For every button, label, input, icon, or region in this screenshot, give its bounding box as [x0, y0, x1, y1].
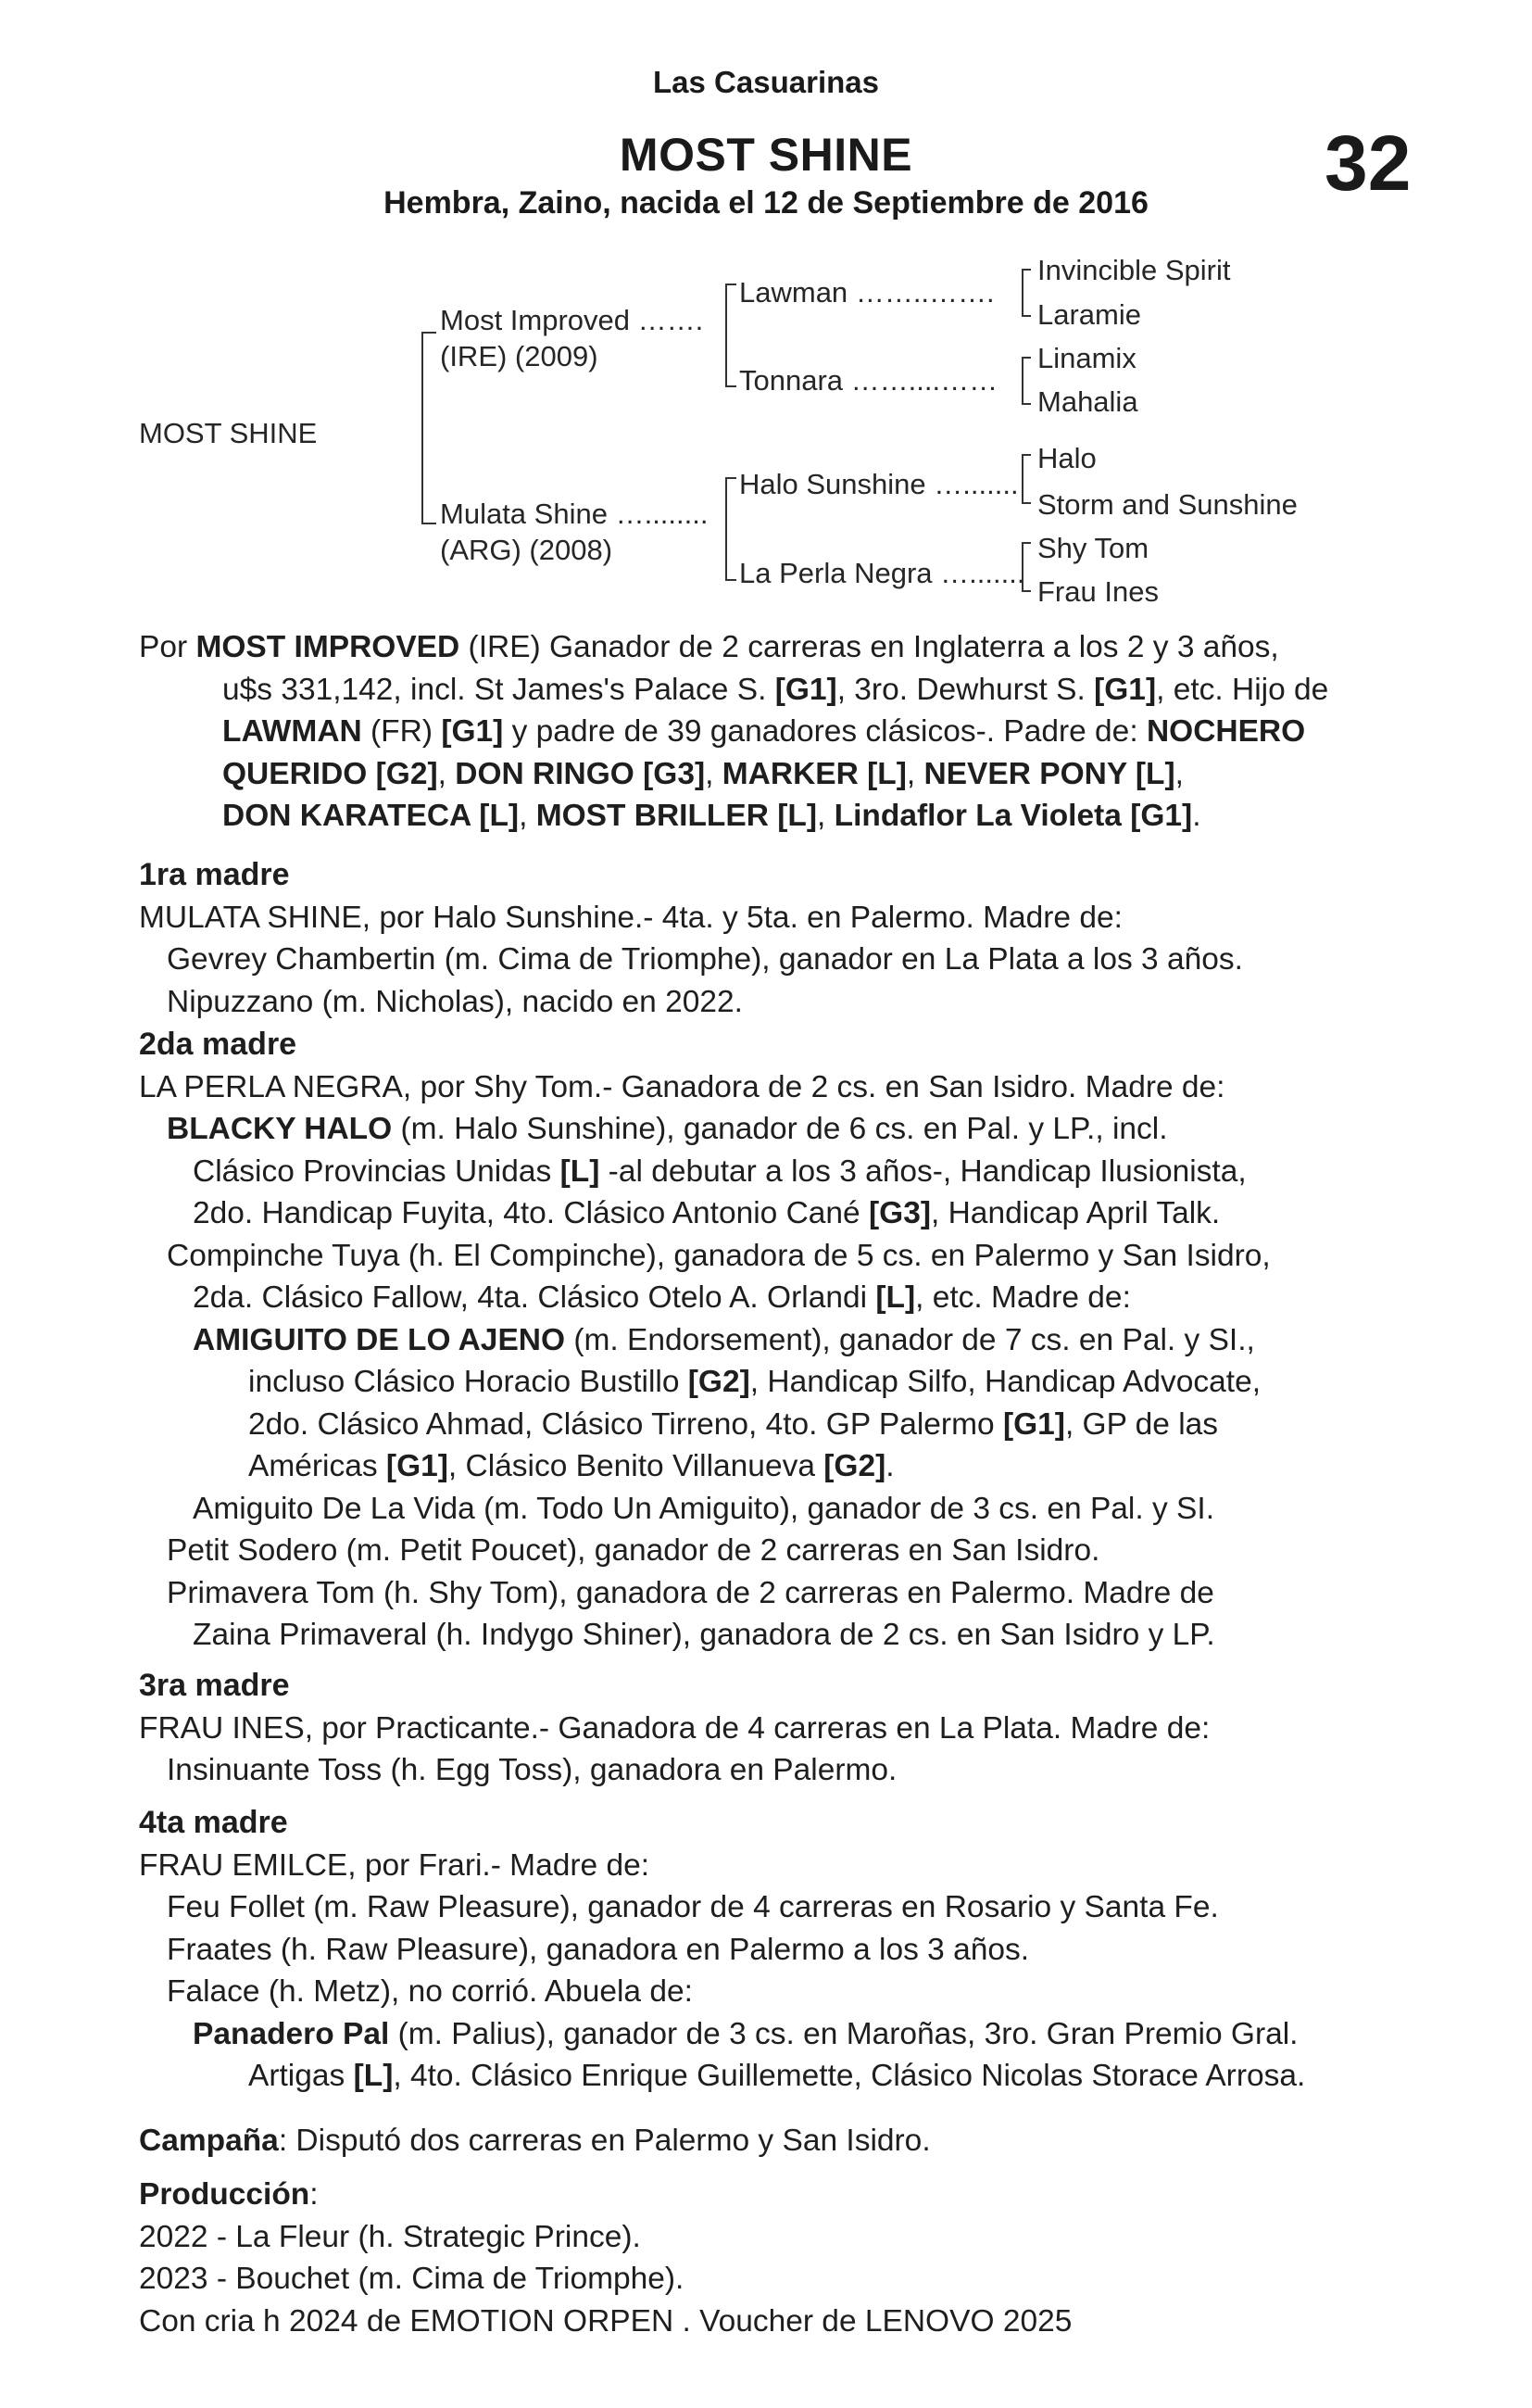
pedigree-gg-4: Mahalia [1037, 385, 1138, 418]
sire-line-5: DON KARATECA [L], MOST BRILLER [L], Lindaflor La Violeta [G1]. [222, 799, 1201, 833]
horse-description: Hembra, Zaino, nacida el 12 de Septiembre de 2016 [383, 185, 1149, 221]
heading-4ta-madre: 4ta madre [139, 1805, 288, 1840]
madre2-line-6: 2da. Clásico Fallow, 4ta. Clásico Otelo A. Orlandi [L], etc. Madre de: [193, 1280, 1131, 1315]
madre2-line-10: Américas [G1], Clásico Benito Villanueva [G2]. [248, 1449, 895, 1483]
madre1-line-3: Nipuzzano (m. Nicholas), nacido en 2022. [167, 984, 743, 1019]
pedigree-dam-origin: (ARG) (2008) [440, 534, 613, 566]
breeder-name: Las Casuarinas [653, 65, 879, 99]
section-campana [139, 2120, 931, 2162]
madre4-line-3: Fraates (h. Raw Pleasure), ganadora en Palermo a los 3 años. [167, 1932, 1030, 1967]
madre4-line-4: Falace (h. Metz), no corrió. Abuela de: [167, 1974, 693, 2009]
pedigree-bracket-3d [1022, 542, 1031, 592]
madre2-line-8: incluso Clásico Horacio Bustillo [G2], Handicap Silfo, Handicap Advocate, [248, 1365, 1262, 1399]
pedigree-bracket-2b [725, 477, 736, 581]
sire-line-1: Por MOST IMPROVED (IRE) Ganador de 2 carreras en Inglaterra a los 2 y 3 años, [139, 630, 1279, 664]
madre2-line-14: Zaina Primaveral (h. Indygo Shiner), ganadora de 2 cs. en San Isidro y LP. [193, 1618, 1215, 1652]
pedigree-bracket-3c [1022, 454, 1031, 504]
pedigree-sire-origin: (IRE) (2009) [440, 340, 598, 372]
section-2da-madre [139, 1024, 1271, 1657]
lot-number: 32 [1325, 120, 1412, 207]
madre2-line-13: Primavera Tom (h. Shy Tom), ganadora de 2 carreras en Palermo. Madre de [167, 1575, 1214, 1610]
madre2-line-12: Petit Sodero (m. Petit Poucet), ganador de 2 carreras en San Isidro. [167, 1533, 1100, 1568]
sire-line-3: LAWMAN (FR) [G1] y padre de 39 ganadores clásicos-. Padre de: NOCHERO [222, 714, 1306, 749]
section-4ta-madre [139, 1802, 1305, 2098]
campana-line: Campaña: Disputó dos carreras en Palermo y San Isidro. [139, 2124, 931, 2158]
madre3-line-1: FRAU INES, por Practicante.- Ganadora de 4 carreras en La Plata. Madre de: [139, 1710, 1211, 1746]
pedigree-gg-6: Storm and Sunshine [1037, 488, 1298, 521]
produccion-note: Con cria h 2024 de EMOTION ORPEN . Voucher de LENOVO 2025 [139, 2303, 1073, 2339]
pedigree-gg-8: Frau Ines [1037, 575, 1159, 608]
pedigree-granddam-2: La Perla Negra …....... [739, 557, 1025, 589]
pedigree-bracket-3a [1022, 269, 1031, 317]
madre1-line-2: Gevrey Chambertin (m. Cima de Triomphe), ganador en La Plata a los 3 años. [167, 942, 1243, 977]
section-1ra-madre [139, 854, 1243, 1023]
madre4-line-5: Panadero Pal (m. Palius), ganador de 3 cs. en Maroñas, 3ro. Gran Premio Gral. [193, 2016, 1299, 2051]
sire-line-4: QUERIDO [G2], DON RINGO [G3], MARKER [L], NEVER PONY [L], [222, 756, 1184, 791]
heading-2da-madre: 2da madre [139, 1027, 297, 1062]
pedigree-dam: Mulata Shine …........ [440, 498, 709, 530]
pedigree-bracket-3b [1022, 357, 1031, 405]
pedigree-gg-1: Invincible Spirit [1037, 254, 1231, 286]
heading-3ra-madre: 3ra madre [139, 1668, 290, 1703]
pedigree-granddam-1: Tonnara ……....…… [739, 364, 998, 397]
madre2-line-3: Clásico Provincias Unidas [L] -al debutar a los 3 años-, Handicap Ilusionista, [193, 1154, 1247, 1189]
madre2-line-9: 2do. Clásico Ahmad, Clásico Tirreno, 4to. GP Palermo [G1], GP de las [248, 1406, 1219, 1442]
madre3-line-2: Insinuante Toss (h. Egg Toss), ganadora en Palermo. [167, 1753, 898, 1787]
madre2-line-7: AMIGUITO DE LO AJENO (m. Endorsement), ganador de 7 cs. en Pal. y SI., [193, 1322, 1255, 1357]
pedigree-grandsire-2: Halo Sunshine …....... [739, 468, 1019, 500]
pedigree-subject: MOST SHINE [139, 417, 318, 449]
madre2-line-5: Compinche Tuya (h. El Compinche), ganadora de 5 cs. en Palermo y San Isidro, [167, 1238, 1271, 1273]
madre1-line-1: MULATA SHINE, por Halo Sunshine.- 4ta. y 5ta. en Palermo. Madre de: [139, 900, 1123, 935]
madre2-line-11: Amiguito De La Vida (m. Todo Un Amiguito), ganador de 3 cs. en Pal. y SI. [193, 1491, 1214, 1526]
pedigree-bracket-1 [421, 332, 436, 524]
madre2-line-1: LA PERLA NEGRA, por Shy Tom.- Ganadora de 2 cs. en San Isidro. Madre de: [139, 1069, 1225, 1104]
pedigree-bracket-2a [725, 284, 736, 387]
produccion-item-2023: 2023 - Bouchet (m. Cima de Triomphe). [139, 2262, 684, 2296]
section-3ra-madre [139, 1665, 1210, 1792]
sire-summary [139, 626, 1394, 838]
sire-line-2: u$s 331,142, incl. St James's Palace S. [G1], 3ro. Dewhurst S. [G1], etc. Hijo de [222, 672, 1329, 707]
pedigree-gg-2: Laramie [1037, 298, 1141, 331]
madre2-line-4: 2do. Handicap Fuyita, 4to. Clásico Antonio Cané [G3], Handicap April Talk. [193, 1196, 1221, 1230]
pedigree-sire: Most Improved ……. [440, 304, 704, 336]
madre4-line-6: Artigas [L], 4to. Clásico Enrique Guillemette, Clásico Nicolas Storace Arrosa. [248, 2059, 1306, 2093]
pedigree-grandsire-1: Lawman ……..……. [739, 276, 995, 309]
section-produccion [139, 2174, 1072, 2342]
produccion-heading: Producción: [139, 2177, 319, 2212]
horse-name-title: MOST SHINE [619, 129, 913, 181]
pedigree-gg-5: Halo [1037, 442, 1097, 474]
madre4-line-2: Feu Follet (m. Raw Pleasure), ganador de 4 carreras en Rosario y Santa Fe. [167, 1890, 1219, 1924]
madre4-line-1: FRAU EMILCE, por Frari.- Madre de: [139, 1847, 650, 1883]
produccion-item-2022: 2022 - La Fleur (h. Strategic Prince). [139, 2219, 641, 2254]
pedigree-gg-7: Shy Tom [1037, 532, 1149, 564]
madre2-line-2: BLACKY HALO (m. Halo Sunshine), ganador de 6 cs. en Pal. y LP., incl. [167, 1112, 1168, 1146]
pedigree-gg-3: Linamix [1037, 342, 1136, 374]
heading-1ra-madre: 1ra madre [139, 857, 290, 892]
